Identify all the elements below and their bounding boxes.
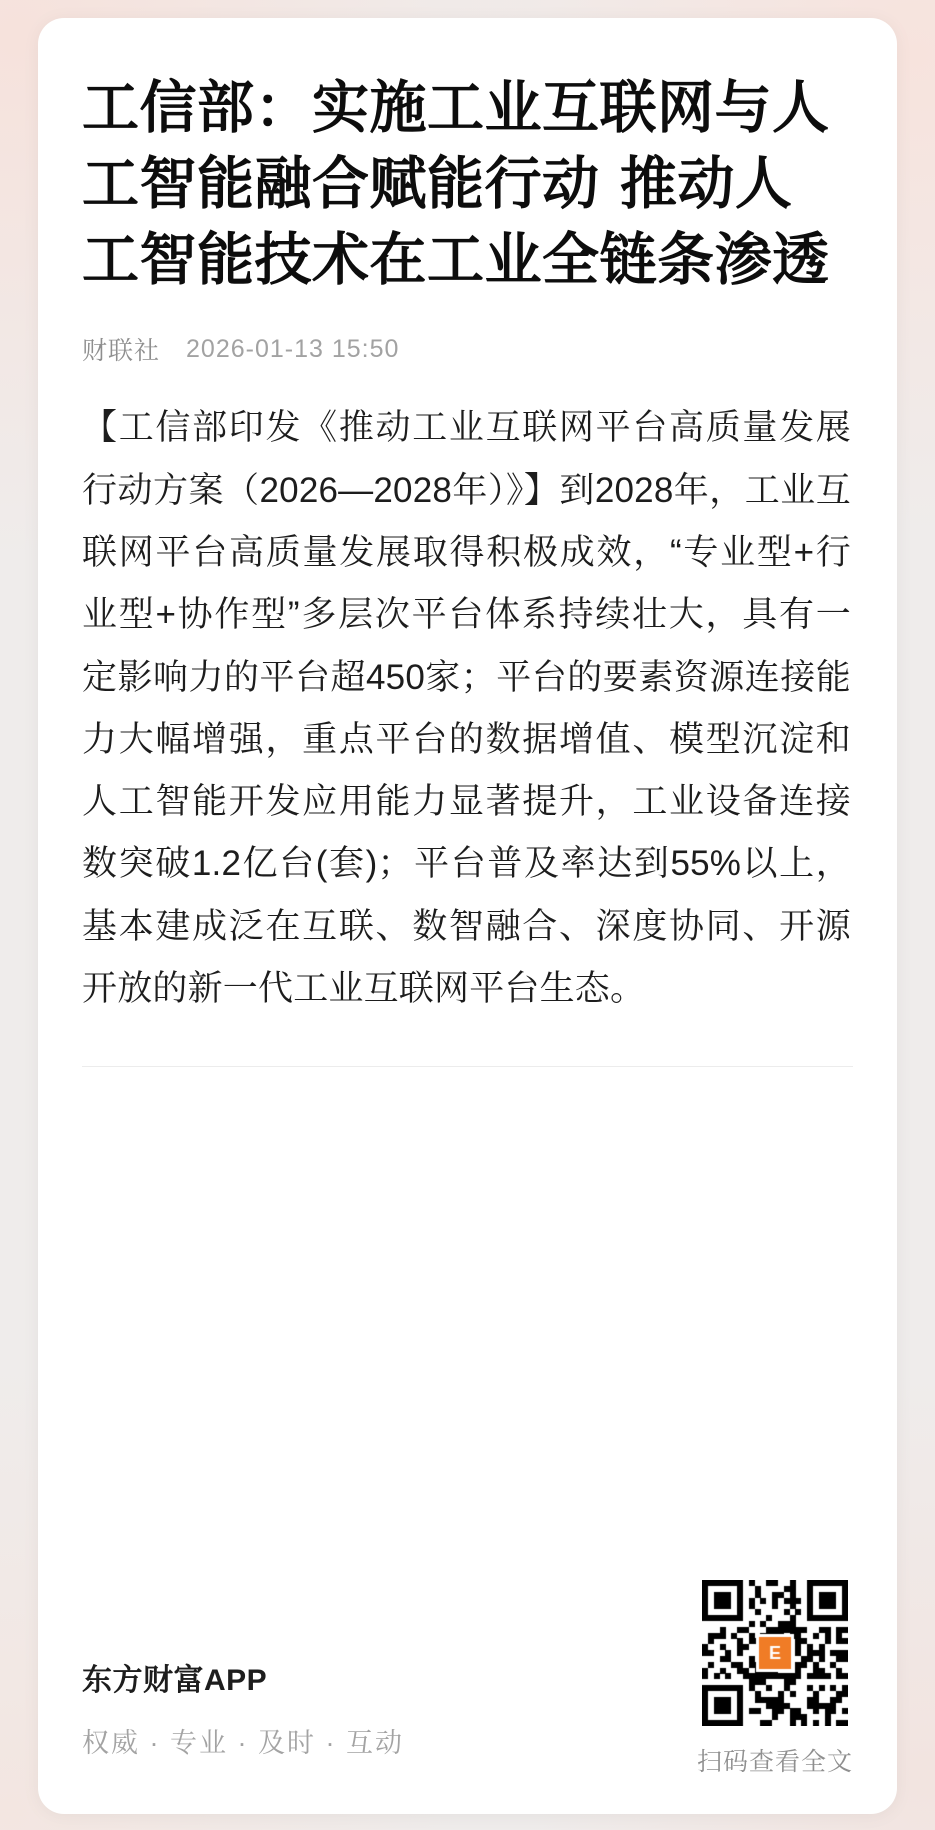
app-slogan: 权威 · 专业 · 及时 · 互动	[82, 1728, 404, 1758]
app-name: 东方财富APP	[82, 1664, 268, 1697]
article-source: 财联社	[82, 337, 161, 366]
article-timestamp: 2026-01-13 15:50	[186, 334, 400, 363]
article-card	[38, 18, 897, 1814]
qr-section	[697, 1580, 853, 1778]
card-footer	[82, 1580, 853, 1778]
article-content	[38, 18, 897, 1067]
qr-code-icon[interactable]	[702, 1580, 848, 1726]
footer-brand	[82, 1655, 404, 1778]
article-body: 【工信部印发《推动工业互联网平台高质量发展行动方案（2026—2028年）》】到2028年，工业互联网平台高质量发展取得积极成效，“专业型+行业型+协作型”多层次平台体系持续壮大，具有一定影响力的平台超450家；平台的要素资源连接能力大幅增强，重点平台的数据增值、模型沉淀和人工智能开发应用能力显著提升，工业设备连接数突破1.2亿台(套)；平台普及率达到55%以上，基本建成泛在互联、数智融合、深度协同、开源开放的新一代工业互联网平台生态。	[82, 408, 851, 1009]
footer-divider	[82, 1066, 853, 1067]
article-meta	[82, 331, 853, 367]
qr-caption: 扫码查看全文	[696, 1748, 853, 1776]
page-title: 工信部：实施工业互联网与人工智能融合赋能行动 推动人工智能技术在工业全链条渗透	[82, 74, 830, 293]
